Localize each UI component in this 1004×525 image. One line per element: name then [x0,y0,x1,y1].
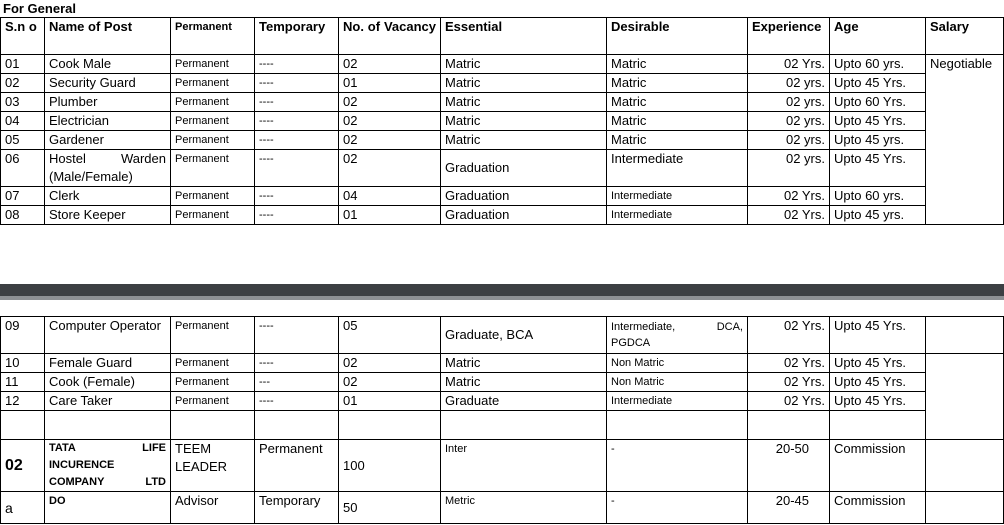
cell-desirable: Matric [607,131,748,150]
table-row [1,206,1004,225]
cell-age: Upto 45 Yrs. [830,354,926,373]
cell-vacancy: 01 [339,74,441,93]
cell-sno: 05 [1,131,45,150]
table-row-empty [1,411,1004,440]
cell-sno: 12 [1,392,45,411]
cell-salary [926,354,1004,440]
cell-age: Upto 45 Yrs. [830,112,926,131]
cell-post: TEEM LEADER [171,440,255,492]
cell-temporary: --- [255,373,339,392]
cell-temporary: ---- [255,206,339,225]
page-break-bar [0,284,1004,296]
cell-essential: Inter [441,440,607,492]
cell-experience: 02 Yrs. [748,187,830,206]
table-row [1,131,1004,150]
cell-salary [926,317,1004,354]
cell-essential: Matric [441,74,607,93]
cell-desirable: Matric [607,112,748,131]
cell-experience: 02 Yrs. [748,392,830,411]
cell-experience: 02 Yrs. [748,317,830,354]
cell-desirable: Intermediate [607,392,748,411]
cell-age: Upto 60 yrs. [830,187,926,206]
cell-essential: Matric [441,131,607,150]
cell-salary: Negotiable [926,55,1004,225]
cell-essential: Matric [441,55,607,74]
cell-desirable: - [607,492,748,524]
cell-sno: 01 [1,55,45,74]
table-row [1,93,1004,112]
cell-experience: 02 Yrs. [748,206,830,225]
cell-vacancy: 02 [339,55,441,74]
cell-age: Upto 45 Yrs. [830,150,926,187]
cell-essential: Metric [441,492,607,524]
table-row [1,317,1004,354]
cell-temporary: ---- [255,74,339,93]
cell-desirable: Non Matric [607,354,748,373]
cell-essential: Graduate [441,392,607,411]
cell-age: Upto 45 Yrs. [830,74,926,93]
page-break-shadow [0,296,1004,300]
cell-desirable: Matric [607,93,748,112]
cell-vacancy: 100 [339,440,441,492]
header-sno: S.n o [1,18,45,55]
cell-post: Advisor [171,492,255,524]
cell-desirable: Intermediate [607,187,748,206]
cell-essential: Matric [441,112,607,131]
cell-essential: Graduation [441,150,607,187]
cell-name: Electrician [45,112,171,131]
cell-experience: 02 yrs. [748,150,830,187]
cell-sno: 04 [1,112,45,131]
cell-experience: 02 yrs. [748,93,830,112]
cell-vacancy: 02 [339,373,441,392]
cell-type: Permanent [255,440,339,492]
cell-vacancy: 50 [339,492,441,524]
table-row [1,187,1004,206]
cell-permanent: Permanent [171,187,255,206]
cell-permanent: Permanent [171,373,255,392]
cell-desirable: - [607,440,748,492]
table-row-do [1,492,1004,524]
cell-permanent: Permanent [171,74,255,93]
cell-type: Temporary [255,492,339,524]
cell-temporary: ---- [255,131,339,150]
table-row [1,373,1004,392]
cell-experience: 02 yrs. [748,74,830,93]
header-essential: Essential [441,18,607,55]
cell-age: Upto 45 yrs. [830,206,926,225]
cell-desirable: Matric [607,55,748,74]
cell-temporary: ---- [255,55,339,74]
cell-desirable: Matric [607,74,748,93]
cell-vacancy: 02 [339,93,441,112]
cell-experience: 02 Yrs. [748,373,830,392]
cell-experience: 20-50 [748,440,830,492]
cell-desirable: Intermediate [607,150,748,187]
cell-vacancy: 02 [339,131,441,150]
cell-sno: a [1,492,45,524]
cell-age: Upto 45 Yrs. [830,317,926,354]
cell-salary-type: Commission [830,440,926,492]
cell-essential: Graduate, BCA [441,317,607,354]
cell-name: Female Guard [45,354,171,373]
cell-desirable: Non Matric [607,373,748,392]
section-title: For General [3,1,76,16]
vacancy-table-general [0,17,1004,225]
table-row [1,55,1004,74]
vacancy-table-continued [0,316,1004,524]
table-row [1,392,1004,411]
cell-name: Care Taker [45,392,171,411]
cell-permanent: Permanent [171,112,255,131]
cell-vacancy: 04 [339,187,441,206]
header-desirable: Desirable [607,18,748,55]
cell-essential: Graduation [441,187,607,206]
cell-essential: Matric [441,354,607,373]
cell-temporary: ---- [255,93,339,112]
cell-temporary: ---- [255,112,339,131]
cell-temporary: ---- [255,392,339,411]
cell-essential: Graduation [441,206,607,225]
cell-temporary: ---- [255,187,339,206]
cell-vacancy: 02 [339,150,441,187]
cell-experience: 20-45 [748,492,830,524]
cell-company: DO [45,492,171,524]
header-row [1,18,1004,55]
cell-experience: 02 yrs. [748,131,830,150]
header-experience: Experience [748,18,830,55]
cell-sno: 08 [1,206,45,225]
table-row [1,74,1004,93]
cell-permanent: Permanent [171,131,255,150]
cell-vacancy: 01 [339,392,441,411]
header-vacancy: No. of Vacancy [339,18,441,55]
cell-permanent: Permanent [171,317,255,354]
cell-sno: 09 [1,317,45,354]
cell-company: TATA LIFE INCURENCE COMPANY LTD [45,440,171,492]
table-row [1,354,1004,373]
cell-temporary: ---- [255,150,339,187]
cell-age: Upto 60 yrs. [830,55,926,74]
cell-permanent: Permanent [171,150,255,187]
cell-vacancy: 02 [339,112,441,131]
cell-sno: 11 [1,373,45,392]
cell-age: Upto 45 Yrs. [830,373,926,392]
cell-permanent: Permanent [171,206,255,225]
cell-salary-type: Commission [830,492,926,524]
cell-age: Upto 45 Yrs. [830,392,926,411]
cell-name: Computer Operator [45,317,171,354]
cell-desirable: Intermediate [607,206,748,225]
cell-temporary: ---- [255,354,339,373]
cell-vacancy: 05 [339,317,441,354]
cell-essential: Matric [441,373,607,392]
cell-experience: 02 Yrs. [748,55,830,74]
cell-age: Upto 45 yrs. [830,131,926,150]
cell-permanent: Permanent [171,55,255,74]
cell-sno: 10 [1,354,45,373]
cell-permanent: Permanent [171,354,255,373]
cell-age: Upto 60 Yrs. [830,93,926,112]
cell-sno: 06 [1,150,45,187]
header-salary: Salary [926,18,1004,55]
header-name: Name of Post [45,18,171,55]
table-row-tata [1,440,1004,492]
header-age: Age [830,18,926,55]
table-row [1,112,1004,131]
cell-permanent: Permanent [171,392,255,411]
cell-name: Security Guard [45,74,171,93]
cell-vacancy: 02 [339,354,441,373]
cell-sno: 02 [1,440,45,492]
cell-name: Clerk [45,187,171,206]
cell-vacancy: 01 [339,206,441,225]
table-row [1,150,1004,187]
cell-name: Store Keeper [45,206,171,225]
cell-name: Cook Male [45,55,171,74]
cell-sno: 03 [1,93,45,112]
cell-name: Hostel Warden (Male/Female) [45,150,171,187]
cell-sno: 07 [1,187,45,206]
cell-permanent: Permanent [171,93,255,112]
cell-experience: 02 Yrs. [748,354,830,373]
cell-experience: 02 yrs. [748,112,830,131]
cell-name: Plumber [45,93,171,112]
header-permanent: Permanent [171,18,255,55]
cell-name: Cook (Female) [45,373,171,392]
cell-sno: 02 [1,74,45,93]
cell-name: Gardener [45,131,171,150]
header-temporary: Temporary [255,18,339,55]
cell-essential: Matric [441,93,607,112]
cell-temporary: ---- [255,317,339,354]
cell-desirable: Intermediate, DCA, PGDCA [607,317,748,354]
